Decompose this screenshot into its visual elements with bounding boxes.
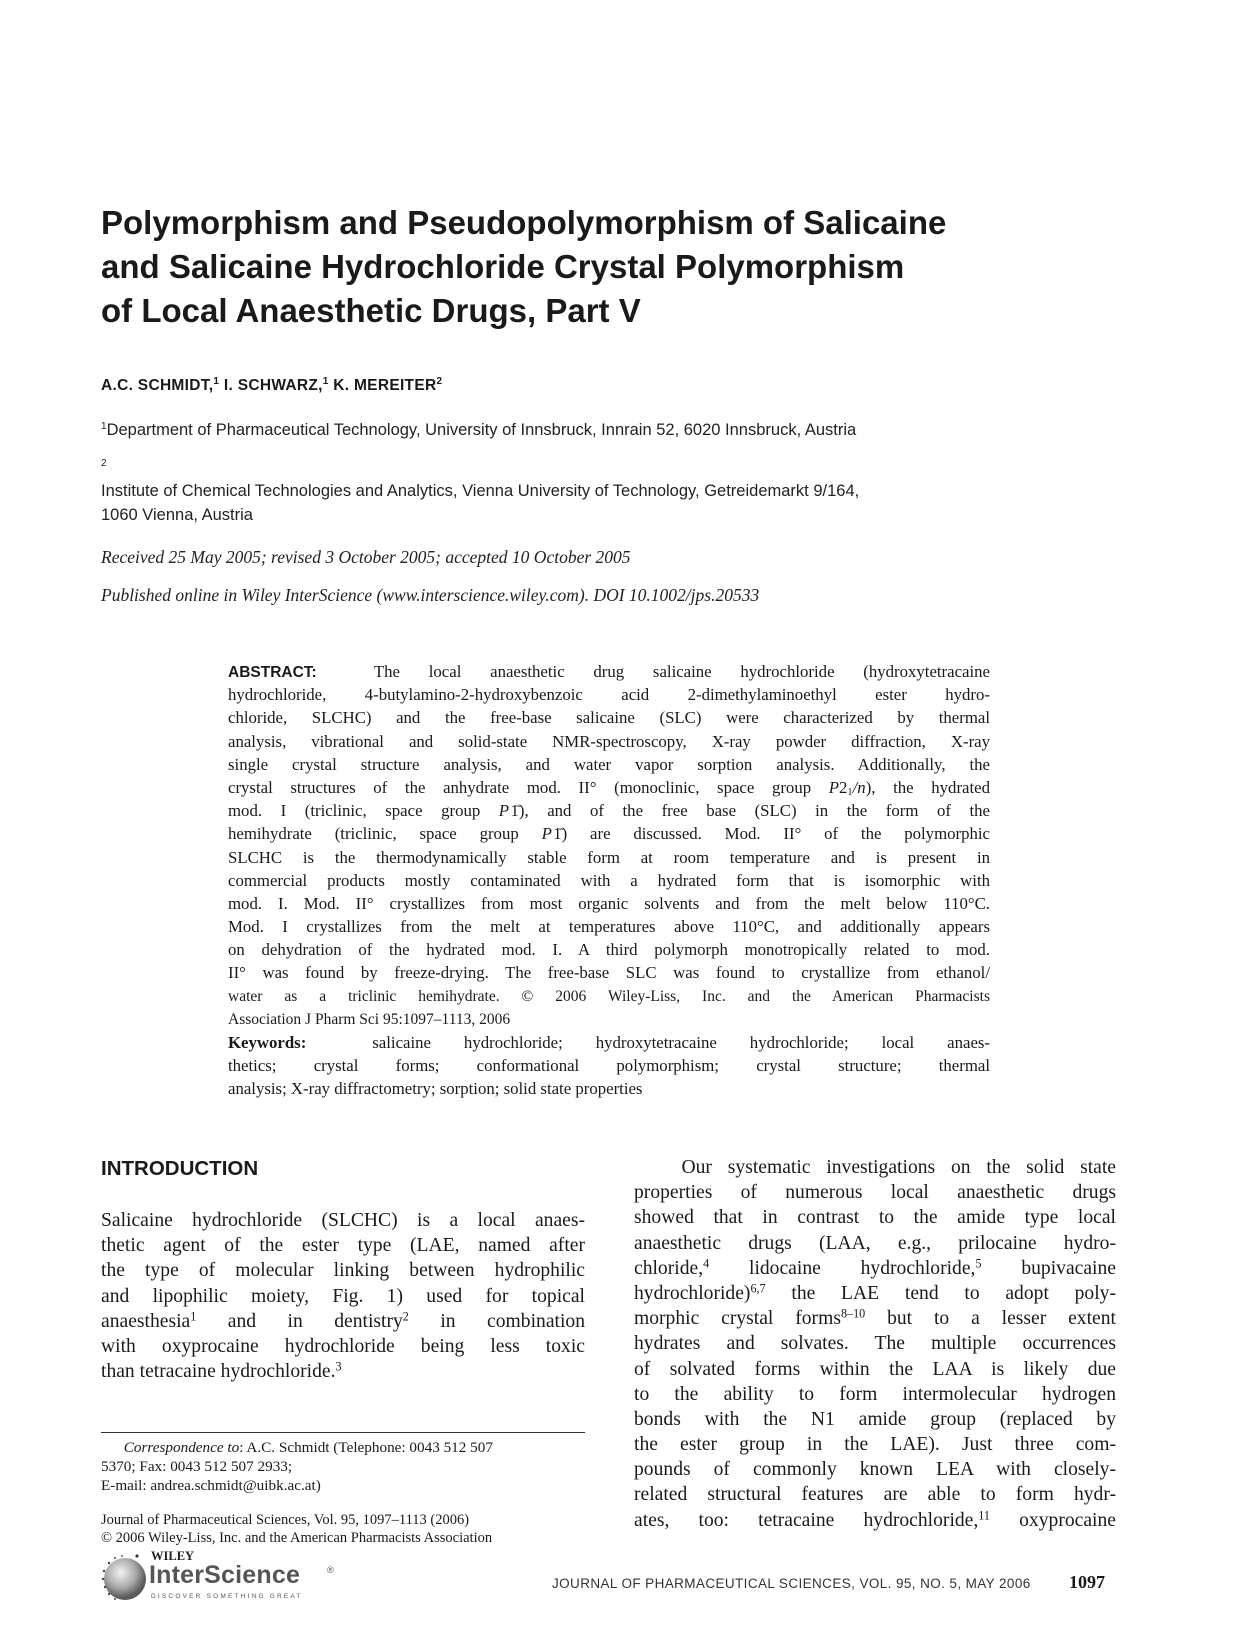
space-group-symbol: P — [498, 801, 510, 821]
article-title — [101, 201, 1061, 333]
body-text: hydrochloride) — [634, 1282, 751, 1304]
citation-ref: 2 — [402, 1309, 409, 1324]
footnote-text: : A.C. Schmidt (Telephone: 0043 512 507 — [239, 1439, 493, 1456]
abstract-text: hemihydrate (triclinic, space group — [228, 824, 542, 844]
citation-ref: 8–10 — [840, 1306, 866, 1321]
space-group-symbol: 1̄ — [510, 801, 519, 821]
publisher-name: WILEY — [151, 1549, 195, 1563]
author-name: A.C. SCHMIDT, — [101, 377, 214, 394]
abstract-line: on dehydration of the hydrated mod. I. A third polymorph monotropically related to mod. — [228, 940, 990, 960]
brand-tagline: DISCOVER SOMETHING GREAT — [151, 1593, 303, 1600]
affiliation — [101, 418, 856, 442]
abstract-line — [228, 822, 990, 845]
body-line: pounds of commonly known LEA with closely- — [634, 1459, 1116, 1481]
space-group-symbol: /n — [852, 777, 866, 797]
body-line — [101, 1309, 585, 1334]
body-line: the ester group in the LAE). Just three com- — [634, 1434, 1116, 1456]
affiliation-text: 1060 Vienna, Austria — [101, 506, 253, 524]
body-line: Salicaine hydrochloride (SLCHC) is a local anaes- — [101, 1210, 585, 1231]
affiliation-marker: 2 — [101, 458, 107, 469]
affiliation-marker: 1 — [322, 376, 329, 387]
abstract-line: chloride, SLCHC) and the free-base salicaine (SLC) were characterized by thermal — [228, 708, 990, 728]
body-line: bonds with the N1 amide group (replaced by — [634, 1408, 1116, 1430]
abstract-line: single crystal structure analysis, and water vapor sorption analysis. Additionally, the — [228, 754, 990, 774]
keywords-text: salicaine hydrochloride; hydroxytetracaine hydrochloride; local anaes- — [372, 1033, 990, 1052]
citation-ref: 6,7 — [750, 1281, 766, 1296]
body-line: anaesthetic drugs (LAA, e.g., prilocaine hydro- — [634, 1232, 1116, 1254]
abstract-text: ), and of the free base (SLC) in the form of the — [518, 801, 990, 821]
abstract-line — [228, 799, 990, 822]
title-line: of Local Anaesthetic Drugs, Part V — [101, 292, 641, 329]
author-name: I. SCHWARZ, — [219, 377, 323, 394]
body-line: and lipophilic moiety, Fig. 1) used for topical — [101, 1285, 585, 1307]
affiliation-marker: 1 — [213, 376, 220, 387]
abstract-text: The local anaesthetic drug salicaine hydrochloride (hydroxytetracaine — [373, 662, 990, 681]
body-column-right — [634, 1155, 1116, 1533]
abstract-line — [228, 660, 990, 683]
body-line — [101, 1359, 585, 1384]
body-text: oxyprocaine — [989, 1509, 1116, 1531]
body-line: hydrates and solvates. The multiple occurrences — [634, 1333, 1116, 1355]
body-text: lidocaine hydrochloride, — [709, 1257, 976, 1279]
keywords-line: analysis; X-ray diffractometry; sorption; solid state properties — [228, 1079, 643, 1099]
journal-citation-line: Journal of Pharmaceutical Sciences, Vol. 95, 1097–1113 (2006) — [101, 1512, 470, 1528]
body-text: chloride, — [634, 1257, 704, 1279]
journal-citation — [101, 1511, 585, 1547]
body-text: anaesthesia — [101, 1310, 191, 1332]
abstract-text: crystal structures of the anhydrate mod. II° (monoclinic, space group — [228, 777, 829, 797]
publication-info: Published online in Wiley InterScience (www.interscience.wiley.com). DOI 10.1002/jps.20533 — [101, 585, 760, 605]
footnote-line — [101, 1438, 585, 1457]
footnote-divider — [101, 1432, 585, 1433]
body-line: of solvated forms within the LAA is likely due — [634, 1358, 1116, 1380]
abstract-line: commercial products mostly contaminated with a hydrated form that is isomorphic with — [228, 870, 990, 890]
footnote-line: 5370; Fax: 0043 512 507 2933; — [101, 1458, 293, 1475]
body-text: but to a lesser extent — [865, 1308, 1116, 1330]
body-line: properties of numerous local anaesthetic drugs — [634, 1182, 1116, 1204]
body-line: related structural features are able to form hydr- — [634, 1484, 1116, 1506]
page-number: 1097 — [1069, 1572, 1105, 1592]
body-text: in combination — [408, 1310, 585, 1332]
abstract-line: Mod. I crystallizes from the melt at temperatures above 110°C, and additionally appears — [228, 917, 990, 937]
abstract-text: ) are discussed. Mod. II° of the polymorphic — [561, 824, 990, 844]
body-line — [634, 1306, 1116, 1331]
body-text: morphic crystal forms — [634, 1308, 841, 1330]
body-text: bupivacaine — [981, 1257, 1116, 1279]
space-group-symbol: P — [541, 824, 552, 844]
body-line: thetic agent of the ester type (LAE, named after — [101, 1235, 585, 1257]
space-group-symbol: 2 — [839, 777, 848, 797]
author-name: K. MEREITER — [328, 377, 437, 394]
abstract-line: analysis, vibrational and solid-state NMR-spectroscopy, X-ray powder diffraction, X-ray — [228, 731, 990, 751]
space-group-symbol: P — [828, 777, 840, 797]
citation-ref: 3 — [335, 1359, 342, 1374]
affiliation-text: Department of Pharmaceutical Technology, University of Innsbruck, Innrain 52, 6020 Innsbruck, Austria — [106, 421, 857, 439]
body-line — [634, 1155, 1116, 1180]
title-line: Polymorphism and Pseudopolymorphism of Salicaine — [101, 204, 947, 241]
keywords-line: thetics; crystal forms; conformational polymorphism; crystal structure; thermal — [228, 1056, 990, 1076]
correspondence-footnote — [101, 1438, 585, 1495]
citation-ref: 4 — [703, 1256, 710, 1271]
body-line — [634, 1508, 1116, 1533]
footnote-label: Correspondence to — [123, 1439, 240, 1456]
abstract-line: mod. I. Mod. II° crystallizes from most organic solvents and from the melt below 110°C. — [228, 893, 990, 913]
body-text: the LAE tend to adopt poly- — [765, 1282, 1116, 1304]
body-line — [634, 1256, 1116, 1281]
brand-name: InterScience — [149, 1561, 301, 1589]
received-dates: Received 25 May 2005; revised 3 October 2005; accepted 10 October 2005 — [101, 547, 631, 567]
body-line: the type of molecular linking between hydrophilic — [101, 1260, 585, 1282]
affiliation-line — [101, 455, 859, 503]
body-text: Our systematic investigations on the solid state — [681, 1157, 1116, 1178]
section-heading: INTRODUCTION — [101, 1157, 259, 1180]
abstract-line: water as a triclinic hemihydrate. © 2006 Wiley-Liss, Inc. and the American Pharmacists — [228, 987, 990, 1005]
abstract-line: hydrochloride, 4-butylamino-2-hydroxybenzoic acid 2-dimethylaminoethyl ester hydro- — [228, 685, 990, 705]
citation-ref: 1 — [190, 1309, 197, 1324]
abstract-label: ABSTRACT: — [228, 664, 317, 681]
affiliation-text: Institute of Chemical Technologies and Analytics, Vienna University of Technology, Getreidemarkt 9/164, — [101, 482, 860, 500]
abstract-text: ), the hydrated — [865, 777, 990, 797]
abstract-line: II° was found by freeze-drying. The free-base SLC was found to crystallize from ethanol/ — [228, 963, 990, 983]
registered-mark: ® — [327, 1565, 334, 1575]
body-text: ates, too: tetracaine hydrochloride, — [634, 1509, 979, 1531]
keywords-line — [228, 1031, 990, 1054]
title-line: and Salicaine Hydrochloride Crystal Polymorphism — [101, 248, 905, 285]
affiliation-marker: 1 — [101, 421, 107, 432]
citation-ref: 11 — [978, 1507, 990, 1522]
body-line: to the ability to form intermolecular hydrogen — [634, 1383, 1116, 1405]
running-footer: JOURNAL OF PHARMACEUTICAL SCIENCES, VOL. 95, NO. 5, MAY 2006 — [552, 1576, 1031, 1591]
space-group-subscript: 1 — [847, 787, 853, 799]
citation-ref: 5 — [975, 1256, 982, 1271]
abstract — [228, 660, 990, 1101]
affiliation — [101, 455, 859, 527]
body-text: and in dentistry — [196, 1310, 403, 1332]
footnote-email: E-mail: andrea.schmidt@uibk.ac.at) — [101, 1477, 321, 1494]
abstract-line — [228, 776, 990, 799]
abstract-text: mod. I (triclinic, space group — [228, 801, 499, 821]
body-line: showed that in contrast to the amide type local — [634, 1207, 1116, 1229]
body-column-left — [101, 1208, 585, 1384]
body-line — [634, 1281, 1116, 1306]
body-text: than tetracaine hydrochloride. — [101, 1361, 336, 1383]
affiliation-marker: 2 — [436, 376, 443, 387]
wiley-interscience-logo — [101, 1549, 341, 1607]
body-line: with oxyprocaine hydrochloride being less toxic — [101, 1335, 585, 1357]
abstract-citation: Association J Pharm Sci 95:1097–1113, 2006 — [228, 1010, 511, 1028]
copyright-line: © 2006 Wiley-Liss, Inc. and the American Pharmacists Association — [101, 1530, 493, 1546]
abstract-line: SLCHC is the thermodynamically stable form at room temperature and is present in — [228, 847, 990, 867]
space-group-symbol: 1̄ — [553, 824, 562, 844]
author-list — [101, 377, 442, 395]
keywords-label: Keywords: — [228, 1033, 307, 1052]
